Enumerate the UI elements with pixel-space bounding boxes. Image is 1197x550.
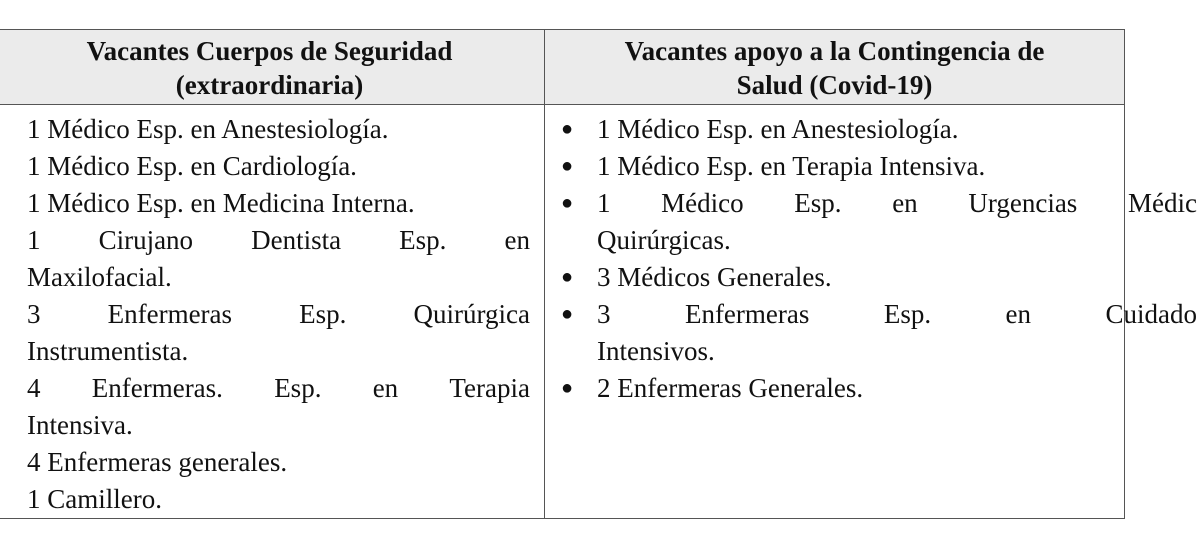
word: Esp.: [883, 299, 932, 329]
continuation-line: Intensivos.: [597, 336, 715, 366]
bullet-icon: ●: [561, 192, 574, 214]
header-left-line-1: Vacantes Cuerpos de Seguridad: [86, 36, 453, 66]
item-text: 1 Médico Esp. en Anestesiología.: [597, 114, 959, 144]
list-item: 4 Enfermeras generales.: [27, 447, 288, 477]
list-item: [557, 370, 1124, 407]
header-left-line-2: (extraordinaria): [175, 70, 364, 100]
word: Quirúrgica: [413, 299, 530, 329]
list-item: 1 Médico Esp. en Anestesiología.: [27, 114, 389, 144]
security-vacancies-list: [27, 111, 530, 518]
security-vacancies-cell: [0, 105, 545, 519]
item-text: 2 Enfermeras Generales.: [597, 373, 864, 403]
vacancies-table: [0, 29, 1197, 519]
list-item: 1 Camillero.: [27, 484, 162, 514]
word: Enfermeras.: [91, 373, 223, 403]
continuation-line: Quirúrgicas.: [597, 225, 731, 255]
word: Enfermeras: [684, 299, 810, 329]
word: Enfermeras: [107, 299, 233, 329]
list-item: 1 Médico Esp. en Medicina Interna.: [27, 188, 415, 218]
word: Terapia: [449, 373, 530, 403]
header-right-line-2: Salud (Covid-19): [736, 70, 933, 100]
list-item: [557, 296, 1197, 370]
word: Médic: [1127, 188, 1197, 218]
justified-line: [27, 222, 530, 259]
justified-line: [27, 296, 530, 333]
list-item: [27, 370, 530, 444]
word: Médico: [661, 188, 744, 218]
word: Cuidado: [1105, 299, 1197, 329]
word: en: [504, 225, 530, 255]
covid-vacancies-cell: [545, 105, 1197, 519]
word: Urgencias: [968, 188, 1078, 218]
list-item: [27, 222, 530, 296]
word: Cirujano: [98, 225, 194, 255]
word: Dentista: [251, 225, 342, 255]
word: Esp.: [274, 373, 322, 403]
bullet-icon: ●: [561, 155, 574, 177]
header-covid-vacancies: [545, 30, 1125, 105]
header-right-line-1: Vacantes apoyo a la Contingencia de: [624, 36, 1045, 66]
bullet-icon: ●: [561, 266, 574, 288]
item-text: 1 Médico Esp. en Terapia Intensiva.: [597, 151, 986, 181]
justified-line: [597, 296, 1197, 333]
list-item: 1 Médico Esp. en Cardiología.: [27, 151, 357, 181]
word: Esp.: [299, 299, 347, 329]
word: 4: [27, 373, 41, 403]
continuation-line: Maxilofacial.: [27, 262, 172, 292]
list-item: [557, 111, 1124, 148]
word: 1: [27, 225, 41, 255]
word: Esp.: [399, 225, 447, 255]
body-row: [0, 105, 1125, 519]
list-item: [557, 185, 1197, 259]
list-item: [557, 259, 1124, 296]
covid-vacancies-list: [557, 111, 1197, 407]
word: 1: [597, 188, 611, 218]
bullet-icon: ●: [561, 118, 574, 140]
item-text: 3 Médicos Generales.: [597, 262, 832, 292]
bullet-icon: ●: [561, 377, 574, 399]
word: en: [892, 188, 918, 218]
word: en: [372, 373, 399, 403]
header-row: [0, 30, 1125, 105]
word: en: [1005, 299, 1032, 329]
word: 3: [597, 299, 611, 329]
header-security-vacancies: [0, 30, 545, 105]
word: 3: [27, 299, 41, 329]
justified-line: [27, 370, 530, 407]
continuation-line: Instrumentista.: [27, 336, 189, 366]
word: Esp.: [794, 188, 842, 218]
list-item: [27, 296, 530, 370]
list-item: [557, 148, 1124, 185]
continuation-line: Intensiva.: [27, 410, 133, 440]
justified-line: [597, 185, 1197, 222]
bullet-icon: ●: [561, 303, 574, 325]
